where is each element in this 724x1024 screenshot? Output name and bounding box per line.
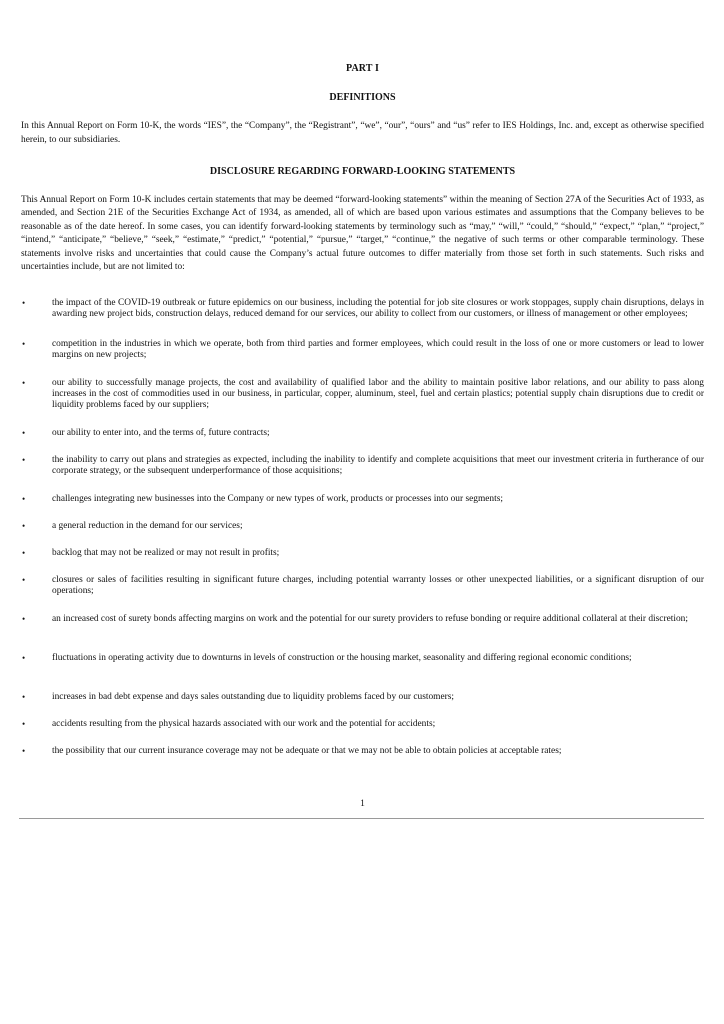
bullet-icon: • — [22, 521, 26, 531]
page-number: 1 — [360, 799, 365, 809]
bullet-text: the impact of the COVID-19 outbreak or future epidemics on our business, including the potential for job site closures or work stoppages, supply chain disruptions, delays in awarding new project bids, construction delays, reduced demand for our services, our ability to collect from our customers, or illness of management or other employees; — [52, 298, 704, 319]
definitions-paragraph: In this Annual Report on Form 10-K, the words “IES”, the “Company”, the “Registrant”, “we”, “our”, “ours” and “us” refer to IES Holdings, Inc. and, except as otherwise specified herein, to our subsidiaries. — [21, 121, 704, 145]
bullet-item — [21, 521, 704, 548]
bullet-item — [21, 455, 704, 494]
bullet-item — [21, 692, 704, 719]
bullet-item — [21, 428, 704, 455]
bullet-icon: • — [22, 614, 26, 624]
bullet-item — [21, 746, 704, 773]
bullet-text: increases in bad debt expense and days sales outstanding due to liquidity problems faced by our customers; — [52, 692, 454, 702]
bullet-icon: • — [22, 428, 26, 438]
bullet-item — [21, 548, 704, 575]
bullet-item — [21, 614, 704, 653]
bullet-text: our ability to enter into, and the terms of, future contracts; — [52, 428, 270, 438]
bullet-text: the inability to carry out plans and strategies as expected, including the inability to identify and complete acquisitions that meet our investment criteria in furtherance of our corporate strategy, or the subsequent underperformance of those acquisitions; — [52, 455, 704, 476]
bullet-icon: • — [22, 339, 26, 349]
bullet-text: a general reduction in the demand for our services; — [52, 521, 243, 531]
bullet-item — [21, 339, 704, 378]
bullet-icon: • — [22, 298, 26, 308]
forward-looking-heading: DISCLOSURE REGARDING FORWARD-LOOKING STATEMENTS — [209, 166, 516, 177]
forward-looking-paragraph: This Annual Report on Form 10-K includes certain statements that may be deemed “forward-looking statements” within the meaning of Section 27A of the Securities Act of 1933, as amended, and Section 21E of the Securities Exchange Act of 1934, as amended, all of which are based upon various estimates and assumptions that the Company believes to be reasonable as of the date hereof. In some cases, you can identify forward-looking statements by terminology such as “may,” “will,” “could,” “should,” “expect,” “plan,” “project,” “intend,” “anticipate,” “believe,” “seek,” “estimate,” “predict,” “potential,” “pursue,” “target,” “continue,” the negative of such terms or other comparable terminology. These statements involve risks and uncertainties that could cause the Company’s actual future outcomes to differ materially from those set forth in such statements. Such risks and uncertainties include, but are not limited to: — [21, 195, 704, 273]
bullet-text: fluctuations in operating activity due to downturns in levels of construction or the housing market, seasonality and differing regional economic conditions; — [52, 653, 632, 663]
bullet-text: an increased cost of surety bonds affecting margins on work and the potential for our surety providers to refuse bonding or require additional collateral at their discretion; — [52, 614, 688, 624]
bullet-text: backlog that may not be realized or may not result in profits; — [52, 548, 280, 558]
bullet-icon: • — [22, 378, 26, 388]
bullet-item — [21, 575, 704, 614]
bullet-icon: • — [22, 575, 26, 585]
bullet-item — [21, 494, 704, 521]
part-heading: PART I — [346, 63, 379, 74]
bullet-text: the possibility that our current insurance coverage may not be adequate or that we may not be able to obtain policies at acceptable rates; — [52, 746, 562, 756]
bullet-item — [21, 298, 704, 339]
bullet-item — [21, 653, 704, 692]
bullet-icon: • — [22, 719, 26, 729]
bullet-icon: • — [22, 692, 26, 702]
bullet-icon: • — [22, 746, 26, 756]
bullet-text: our ability to successfully manage projects, the cost and availability of qualified labor and the ability to maintain positive labor relations, and our ability to pass along increases in the cost of commodities used in our business, in particular, copper, aluminum, steel, fuel and certain plastics; potential supply chain disruptions due to credit or liquidity problems faced by our suppliers; — [52, 378, 704, 410]
bullet-text: competition in the industries in which we operate, both from third parties and former employees, which could result in the loss of one or more customers or lead to lower margins on new projects; — [52, 339, 704, 360]
bullet-icon: • — [22, 653, 26, 663]
bullet-item — [21, 378, 704, 428]
bullet-text: challenges integrating new businesses into the Company or new types of work, products or processes into our segments; — [52, 494, 503, 504]
risk-bullet-list — [21, 298, 704, 773]
bullet-icon: • — [22, 494, 26, 504]
bullet-text: accidents resulting from the physical hazards associated with our work and the potential for accidents; — [52, 719, 436, 729]
bullet-icon: • — [22, 455, 26, 465]
bullet-icon: • — [22, 548, 26, 558]
bullet-text: closures or sales of facilities resulting in significant future charges, including potential warranty losses or other unexpected liabilities, or a significant disruption of our operations; — [52, 575, 704, 596]
bullet-item — [21, 719, 704, 746]
page-divider — [19, 818, 704, 819]
definitions-heading: DEFINITIONS — [329, 92, 396, 103]
